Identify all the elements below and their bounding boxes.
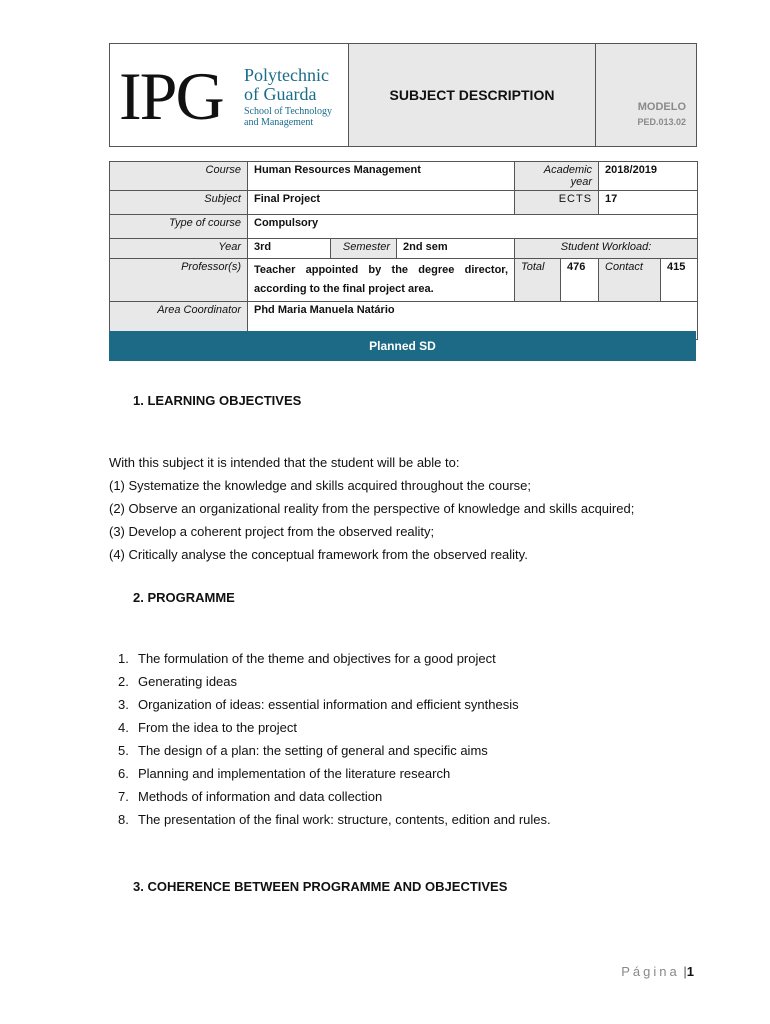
item-text: Planning and implementation of the literature research: [138, 766, 451, 781]
ects-label: ECTS: [515, 191, 599, 215]
table-row: [110, 191, 698, 215]
item-text: The design of a plan: the setting of general and specific aims: [138, 743, 488, 758]
total-value: 476: [561, 259, 599, 302]
logo-school-line1: School of Technology: [244, 106, 332, 117]
section-heading-coherence: 3. COHERENCE BETWEEN PROGRAMME AND OBJECTIVES: [133, 879, 508, 894]
professor-label: Professor(s): [110, 259, 248, 302]
logo-institution-line1: Polytechnic: [244, 65, 329, 85]
item-number: 3.: [118, 697, 129, 712]
doc-title: SUBJECT DESCRIPTION: [389, 87, 555, 103]
header-model-cell: [596, 44, 696, 146]
item-number: 4.: [118, 720, 129, 735]
type-value: Compulsory: [248, 215, 698, 239]
objective-line: (3) Develop a coherent project from the observed reality;: [109, 524, 435, 539]
ects-value: 17: [599, 191, 698, 215]
item-text: Generating ideas: [138, 674, 238, 689]
table-row: [110, 162, 698, 191]
objective-line: (4) Critically analyse the conceptual framework from the observed reality.: [109, 547, 528, 562]
list-item: [118, 647, 551, 670]
coordinator-label: Area Coordinator: [110, 302, 248, 340]
item-number: 6.: [118, 766, 129, 781]
contact-value: 415: [661, 259, 698, 302]
objective-line: (2) Observe an organizational reality from the perspective of knowledge and skills acquired;: [109, 501, 635, 516]
page-footer: [621, 964, 694, 979]
item-number: 8.: [118, 812, 129, 827]
document-header: [109, 43, 697, 147]
table-row: [110, 239, 698, 259]
objectives-paragraph: [109, 451, 709, 566]
year-value: 3rd: [248, 239, 331, 259]
subject-label: Subject: [110, 191, 248, 215]
section-heading-programme: 2. PROGRAMME: [133, 590, 235, 605]
item-text: Organization of ideas: essential information and efficient synthesis: [138, 697, 519, 712]
page-number: 1: [686, 964, 694, 979]
subject-info-table: [109, 161, 698, 340]
list-item: [118, 785, 551, 808]
subject-value: Final Project: [248, 191, 515, 215]
item-text: From the idea to the project: [138, 720, 297, 735]
item-text: The presentation of the final work: structure, contents, edition and rules.: [138, 812, 551, 827]
model-label: MODELO: [637, 101, 686, 113]
footer-separator: |: [683, 964, 687, 979]
logo-ipg-letters: IPG: [119, 58, 223, 134]
course-value: Human Resources Management: [248, 162, 515, 191]
year-label: Year: [110, 239, 248, 259]
workload-label: Student Workload:: [515, 239, 698, 259]
coordinator-value: Phd Maria Manuela Natário: [248, 302, 698, 340]
course-label: Course: [110, 162, 248, 191]
contact-label: Contact: [599, 259, 661, 302]
planned-sd-band: Planned SD: [109, 331, 696, 361]
list-item: [118, 762, 551, 785]
table-row: [110, 259, 698, 302]
item-number: 5.: [118, 743, 129, 758]
list-item: [118, 693, 551, 716]
type-label: Type of course: [110, 215, 248, 239]
item-text: The formulation of the theme and objectives for a good project: [138, 651, 496, 666]
professor-value: Teacher appointed by the degree director, according to the final project area.: [248, 259, 515, 302]
semester-label: Semester: [331, 239, 397, 259]
academic-year-value: 2018/2019: [599, 162, 698, 191]
logo-institution-line2: of Guarda: [244, 84, 317, 104]
logo-institution: [244, 66, 329, 104]
list-item: [118, 670, 551, 693]
item-number: 1.: [118, 651, 129, 666]
item-text: Methods of information and data collection: [138, 789, 383, 804]
header-title-cell: [349, 44, 596, 146]
item-number: 7.: [118, 789, 129, 804]
section-heading-objectives: 1. LEARNING OBJECTIVES: [133, 393, 302, 408]
list-item: [118, 716, 551, 739]
pagina-label: Página: [621, 964, 680, 979]
model-code: PED.013.02: [637, 117, 686, 127]
logo-school: [244, 106, 332, 128]
table-row: [110, 215, 698, 239]
total-label: Total: [515, 259, 561, 302]
logo-school-line2: and Management: [244, 117, 314, 128]
list-item: [118, 808, 551, 831]
item-number: 2.: [118, 674, 129, 689]
programme-list: [118, 647, 551, 831]
model-block: [637, 101, 686, 127]
objective-line: With this subject it is intended that the student will be able to:: [109, 455, 460, 470]
academic-year-label: Academic year: [515, 162, 599, 191]
ipg-logo: [110, 44, 349, 146]
list-item: [118, 739, 551, 762]
semester-value: 2nd sem: [397, 239, 515, 259]
objective-line: (1) Systematize the knowledge and skills acquired throughout the course;: [109, 478, 532, 493]
